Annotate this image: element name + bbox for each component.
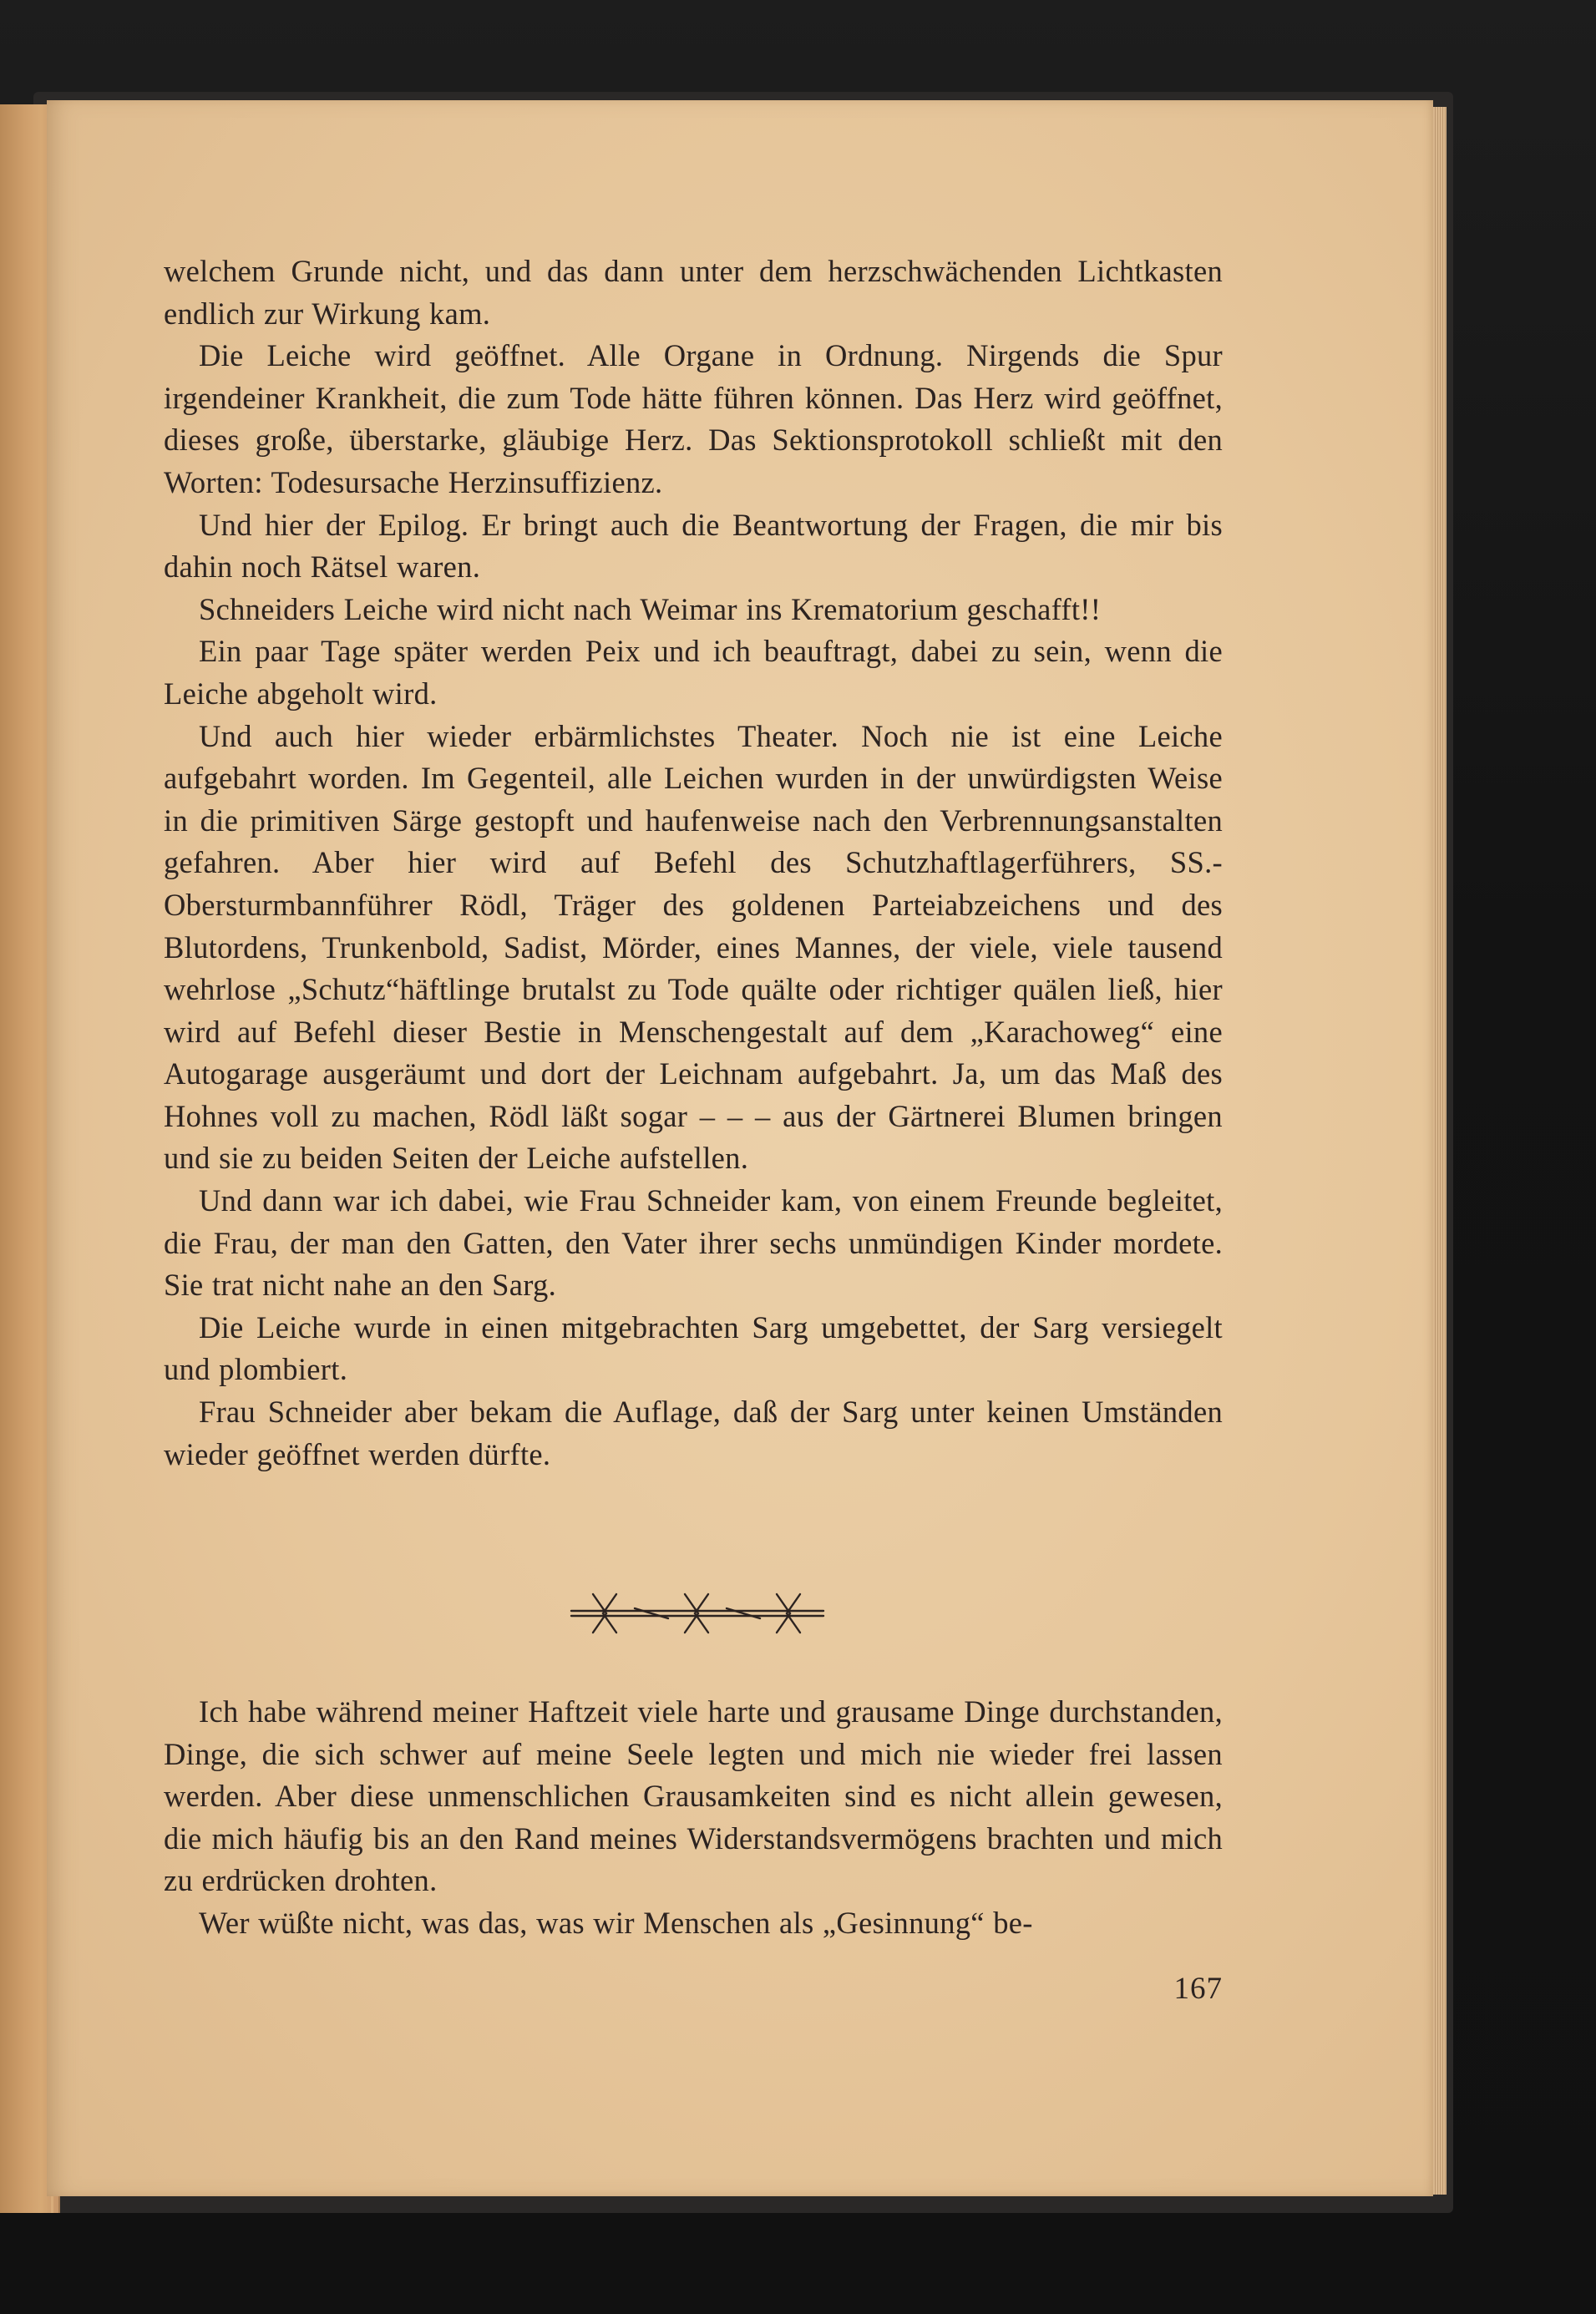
paragraph: Wer wüßte nicht, was das, was wir Menschen als „Gesinnung“ be- (199, 1905, 1033, 1940)
page-number: 167 (1173, 1972, 1223, 2006)
paragraph: Und hier der Epilog. Er bringt auch die Beantwortung der Fragen, die mir bis dahin noch Rätsel waren. (164, 507, 1223, 585)
lower-text-block (164, 1691, 1223, 1945)
paragraph: Und auch hier wieder erbärmlichstes Theater. Noch nie ist eine Leiche aufgebahrt worden. Im Gegenteil, alle Leichen wurden in der unwürdigsten Weise in die primitiven Särge gestopft und haufenweise nach den Verbrennungsanstalten gefahren. Aber hier wird auf Befehl des Schutzhaftlagerführers, SS.-Obersturmbannführer Rödl, Träger des goldenen Parteiabzeichens und des Blutordens, Trunkenbold, Sadist, Mörder, eines Mannes, der viele, viele tausend wehrlose „Schutz“häftlinge brutalst zu Tode quälte oder richtiger quälen ließ, hier wird auf Befehl dieser Bestie in Menschengestalt auf dem „Karachoweg“ eine Autogarage ausgeräumt und dort der Leichnam aufgebahrt. Ja, um das Maß des Hohnes voll zu machen, Rödl läßt sogar – – – aus der Gärtnerei Blumen bringen und sie zu beiden Seiten der Leiche aufstellen. (164, 718, 1223, 1176)
barbed-wire-ornament-icon (568, 1582, 827, 1641)
upper-text-block (164, 251, 1223, 1476)
paragraph: Frau Schneider aber bekam die Auflage, daß der Sarg unter keinen Umständen wieder geöffnet werden dürfte. (164, 1395, 1223, 1471)
paragraph: Die Leiche wurde in einen mitgebrachten Sarg umgebettet, der Sarg versiegelt und plombiert. (164, 1309, 1223, 1387)
paragraph: Schneiders Leiche wird nicht nach Weimar ins Krematorium geschafft!! (199, 591, 1102, 626)
paragraph: welchem Grunde nicht, und das dann unter dem herzschwächenden Lichtkasten endlich zur Wirkung kam. (164, 254, 1223, 331)
paragraph: Ich habe während meiner Haftzeit viele harte und grausame Dinge durchstanden, Dinge, die sich schwer auf meine Seele legten und mich nie wieder frei lassen werden. Aber diese unmenschlichen Grausamkeiten sind es nicht allein gewesen, die mich häufig bis an den Rand meines Widerstandsvermögens brachten und mich zu erdrücken drohten. (164, 1694, 1223, 1898)
paragraph: Und dann war ich dabei, wie Frau Schneider kam, von einem Freunde begleitet, die Frau, der man den Gatten, den Vater ihrer sechs unmündigen Kinder mordete. Sie trat nicht nahe an den Sarg. (164, 1183, 1223, 1303)
paragraph: Ein paar Tage später werden Peix und ich beauftragt, dabei zu sein, wenn die Leiche abgeholt wird. (164, 634, 1223, 711)
paragraph: Die Leiche wird geöffnet. Alle Organe in Ordnung. Nirgends die Spur irgendeiner Krankheit, die zum Tode hätte führen können. Das Herz wird geöffnet, dieses große, überstarke, gläubige Herz. Das Sektionsprotokoll schließt mit den Worten: Todesursache Herzinsuffizienz. (164, 338, 1223, 499)
